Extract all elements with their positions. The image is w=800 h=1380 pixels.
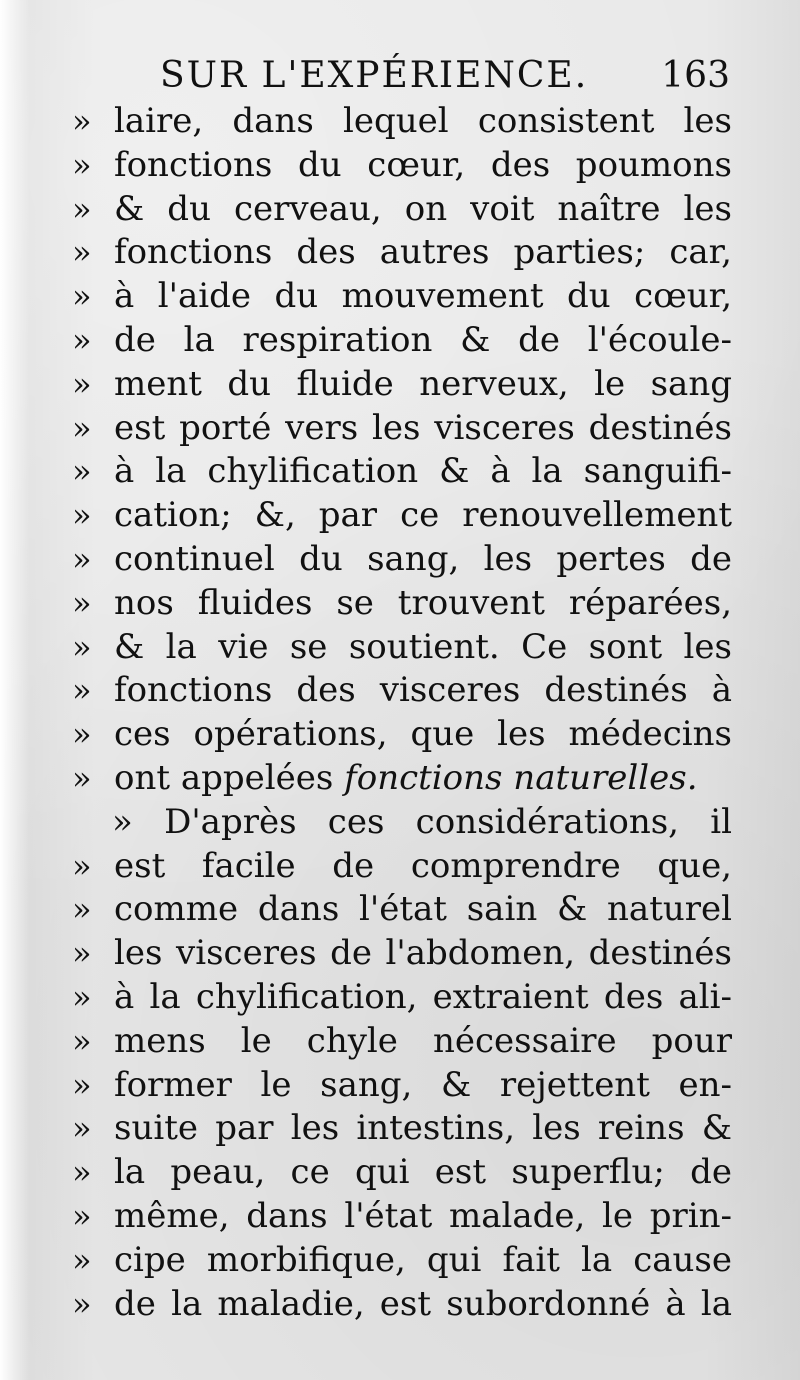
- text-line: [72, 450, 732, 494]
- quote-mark: »: [72, 583, 91, 622]
- line-text: cipe morbifique, qui fait la cause: [114, 1239, 732, 1280]
- text-line: [72, 888, 732, 932]
- quote-mark: »: [72, 758, 91, 797]
- text-line: [72, 1107, 732, 1151]
- line-text: à l'aide du mouvement du cœur,: [114, 276, 732, 317]
- line-text: former le sang, & rejettent en-: [114, 1064, 732, 1105]
- text-line: [72, 100, 732, 144]
- line-text-italic: fonctions naturelles.: [344, 757, 698, 798]
- text-line: [72, 407, 732, 451]
- line-text: » D'après ces considérations, il: [112, 801, 732, 842]
- running-head: SUR L'EXPÉRIENCE.: [160, 55, 589, 96]
- text-line: [72, 1151, 732, 1195]
- line-text: nos fluides se trouvent réparées,: [114, 582, 732, 623]
- text-line: [72, 319, 732, 363]
- line-text: à la chylification, extraient des ali-: [114, 976, 732, 1017]
- line-text: comme dans l'état sain & naturel: [114, 889, 732, 930]
- text-line: [72, 932, 732, 976]
- quote-mark: »: [72, 496, 91, 535]
- line-text: fonctions du cœur, des poumons: [114, 144, 732, 185]
- text-line: [72, 757, 732, 801]
- line-text: même, dans l'état malade, le prin-: [114, 1195, 732, 1236]
- quote-mark: »: [72, 1021, 91, 1060]
- text-line: [72, 1195, 732, 1239]
- line-text: suite par les intestins, les reins &: [114, 1108, 732, 1149]
- line-text: de la maladie, est subordonné à la: [114, 1283, 732, 1324]
- text-line: [72, 231, 732, 275]
- quote-mark: »: [72, 452, 91, 491]
- quote-mark: »: [72, 1240, 91, 1279]
- text-line: [72, 538, 732, 582]
- quote-mark: »: [72, 934, 91, 973]
- text-line: [72, 188, 732, 232]
- line-text: fonctions des autres parties; car,: [114, 232, 732, 273]
- line-text: ces opérations, que les médecins: [114, 714, 732, 755]
- quote-mark: »: [72, 977, 91, 1016]
- line-text: fonctions des visceres destinés à: [114, 670, 732, 711]
- quote-mark: »: [72, 715, 91, 754]
- line-text: mens le chyle nécessaire pour: [114, 1020, 732, 1061]
- quote-mark: »: [72, 539, 91, 578]
- line-text: [112, 757, 732, 801]
- text-line: [72, 1020, 732, 1064]
- quote-mark: »: [72, 277, 91, 316]
- quote-mark: »: [72, 846, 91, 885]
- text-line: [72, 626, 732, 670]
- text-line: [72, 582, 732, 626]
- line-text: à la chylification & à la sanguifi-: [114, 451, 732, 492]
- quote-mark: »: [72, 408, 91, 447]
- text-line: [72, 976, 732, 1020]
- quote-mark: »: [72, 364, 91, 403]
- line-text-roman: ont appelées: [114, 757, 334, 798]
- text-line: [72, 275, 732, 319]
- line-text: & la vie se soutient. Ce sont les: [114, 626, 732, 667]
- quote-mark: »: [72, 1196, 91, 1235]
- line-text: ment du fluide nerveux, le sang: [114, 363, 732, 404]
- quote-mark: »: [72, 320, 91, 359]
- line-text: de la respiration & de l'écoule-: [114, 319, 732, 360]
- quote-mark: »: [72, 1065, 91, 1104]
- text-line: [72, 1283, 732, 1327]
- quote-mark: »: [72, 890, 91, 929]
- text-line: [72, 144, 732, 188]
- line-text: les visceres de l'abdomen, destinés: [114, 933, 732, 974]
- line-text: & du cerveau, on voit naître les: [114, 188, 732, 229]
- text-line: [72, 1064, 732, 1108]
- line-text: la peau, ce qui est superflu; de: [114, 1152, 732, 1193]
- body-text: [72, 100, 732, 1326]
- page-number: 163: [661, 55, 730, 96]
- text-line: [72, 801, 732, 845]
- quote-mark: »: [72, 102, 91, 140]
- line-text: continuel du sang, les pertes de: [114, 538, 732, 579]
- text-line: [72, 713, 732, 757]
- quote-mark: »: [72, 145, 91, 184]
- quote-mark: »: [72, 671, 91, 710]
- text-line: [72, 494, 732, 538]
- line-text: est facile de comprendre que,: [114, 845, 732, 886]
- quote-mark: »: [72, 1109, 91, 1148]
- text-line: [72, 1239, 732, 1283]
- quote-mark: »: [72, 1284, 91, 1323]
- quote-mark: »: [72, 233, 91, 272]
- line-text: est porté vers les visceres destinés: [114, 407, 732, 448]
- text-line: [72, 669, 732, 713]
- text-line: [72, 845, 732, 889]
- quote-mark: »: [72, 1153, 91, 1192]
- text-line: [72, 363, 732, 407]
- line-text: cation; &, par ce renouvellement: [114, 495, 732, 536]
- quote-mark: »: [72, 627, 91, 666]
- line-text: laire, dans lequel consistent les: [114, 101, 732, 141]
- quote-mark: »: [72, 189, 91, 228]
